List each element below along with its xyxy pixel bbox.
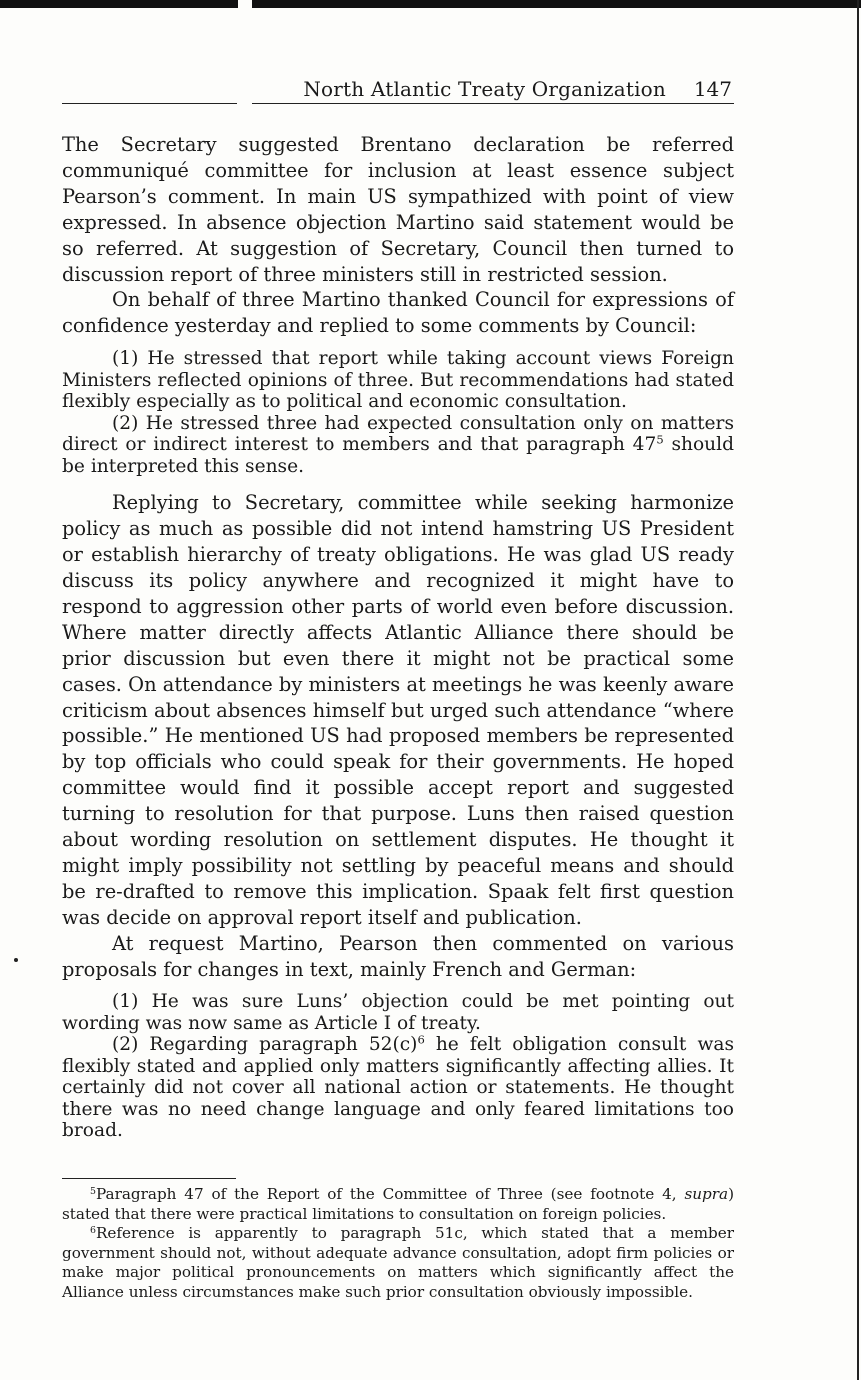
scan-border-top-left	[0, 0, 238, 8]
footnote-6	[62, 1224, 734, 1302]
point-martino-2-text: (2) He stressed three had expected consultation only on matters direct or indirect interest to members and that paragraph 47	[62, 412, 734, 456]
paragraph-martino-thanks: On behalf of three Martino thanked Council for expressions of confidence yesterday and replied to some comments by Council:	[62, 288, 734, 338]
footnote-5-text-end: ) stated that there were practical limitations to consultation on foreign policies.	[62, 1185, 734, 1223]
footnotes	[62, 1178, 734, 1303]
paragraph-secretary-suggestion: The Secretary suggested Brentano declaration be referred communiqué committee for inclusion at least essence subject Pearson’s comment. In main US sympathized with point of view expressed. In absence objection Martino said statement would be so referred. At suggestion of Secretary, Council then turned to discussion report of three ministers still in restricted session.	[62, 133, 734, 286]
main-text	[62, 132, 734, 1142]
point-pearson-2-tail: he felt obligation consult was flexibly stated and applied only matters significantly affecting allies. It certainly did not cover all national action or statements. He thought there was no need change language and only feared limitations too broad.	[62, 1034, 734, 1142]
header-rule-right	[252, 103, 734, 104]
footnote-ref-5: 5	[656, 432, 664, 447]
footnote-5-mark: 5	[90, 1185, 96, 1197]
point-martino-2	[62, 413, 734, 478]
footnote-5	[62, 1185, 734, 1224]
footnote-5-text: Paragraph 47 of the Report of the Committee of Three (see footnote 4,	[96, 1185, 677, 1203]
footnote-ref-6: 6	[417, 1033, 425, 1048]
running-title: North Atlantic Treaty Organization	[303, 77, 666, 101]
point-martino-2-tail: should be interpreted this sense.	[62, 434, 734, 477]
footnote-6-mark: 6	[90, 1225, 96, 1237]
running-header	[62, 76, 734, 104]
point-pearson-2-text: (2) Regarding paragraph 52(c)	[112, 1034, 418, 1056]
paragraph-replying-to-secretary: Replying to Secretary, committee while seeking harmonize policy as much as possible did not intend hamstring US President or establish hierarchy of treaty obligations. He was glad US ready discuss its policy anywhere and recognized it might have to respond to aggression other parts of world even before discussion. Where matter directly affects Atlantic Alliance there should be prior discussion but even there it might not be practical some cases. On attendance by ministers at meetings he was keenly aware criticism about absences himself but urged such attendance “where possible.” He mentioned US had proposed members be represented by top officials who could speak for their governments. He hoped committee would find it possible accept report and suggested turning to resolution for that purpose. Luns then raised question about wording resolution on settlement disputes. He thought it might imply possibility not settling by peaceful means and should be re-drafted to remove this implication. Spaak felt first question was decide on approval report itself and publication.	[62, 491, 734, 929]
scan-edge-right	[857, 0, 859, 1380]
paragraph-pearson-comments: At request Martino, Pearson then commented on various proposals for changes in text, mainly French and German:	[62, 931, 734, 981]
point-pearson-2	[62, 1034, 734, 1142]
point-martino-1: (1) He stressed that report while taking account views Foreign Ministers reflected opinions of three. But recommendations had stated flexibly especially as to political and economic consultation.	[62, 348, 734, 413]
scan-border-top-right	[252, 0, 861, 8]
point-pearson-1: (1) He was sure Luns’ objection could be met pointing out wording was now same as Article I of treaty.	[62, 991, 734, 1034]
header-rule-left	[62, 103, 237, 104]
footnote-5-italic: supra	[684, 1185, 729, 1203]
footnote-rule	[62, 1178, 236, 1179]
footnote-6-text: Reference is apparently to paragraph 51c, which stated that a member government should not, without adequate advance consultation, adopt firm policies or make major political pronouncements on matters which significantly affect the Alliance unless circumstances make such prior consultation obviously impossible.	[62, 1224, 734, 1301]
page-number: 147	[693, 77, 732, 101]
scan-speck	[14, 958, 18, 962]
